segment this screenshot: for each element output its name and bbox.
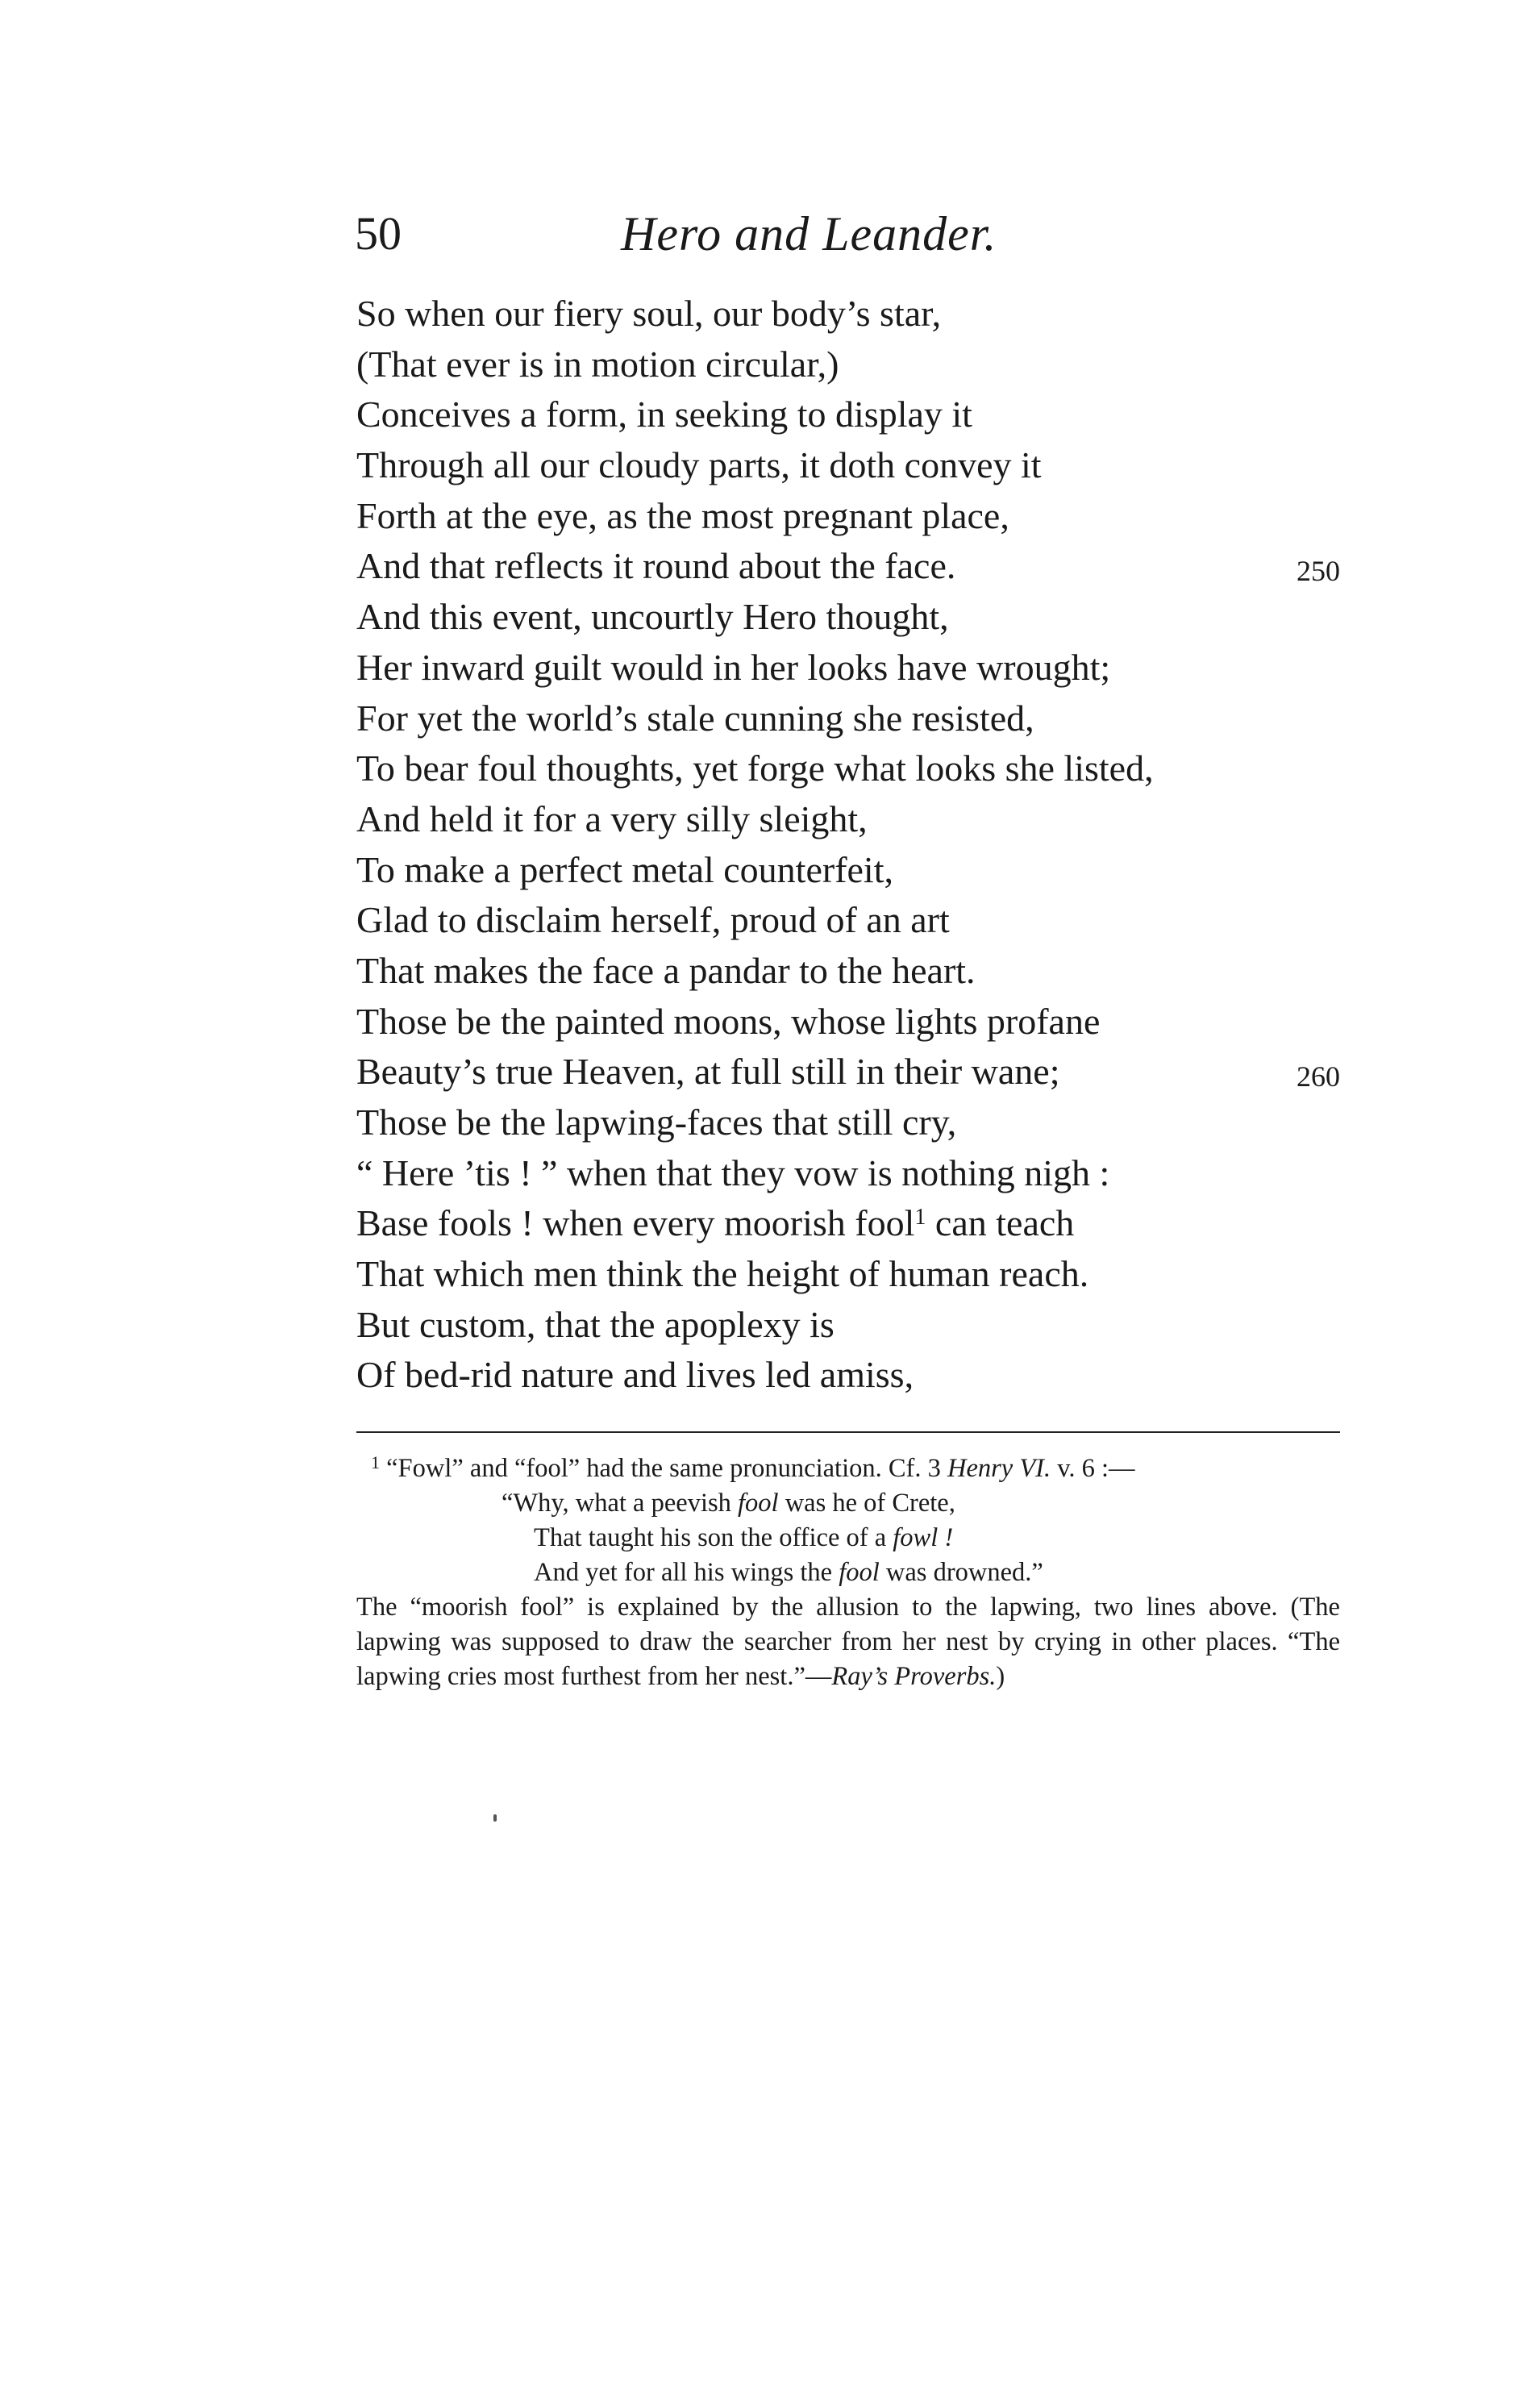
quote-text: And yet for all his wings the (534, 1558, 839, 1587)
verse-line (356, 845, 1340, 896)
verse-text: Of bed-rid nature and lives led amiss, (356, 1354, 914, 1396)
quote-italic: fool (839, 1558, 880, 1587)
running-header (355, 202, 1338, 266)
quote-line (356, 1486, 1340, 1521)
verse-text: For yet the world’s stale cunning she resisted, (356, 697, 1034, 739)
verse-text: So when our fiery soul, our body’s star, (356, 293, 942, 334)
verse-text: To make a perfect metal counterfeit, (356, 848, 893, 890)
footnote-text: v. 6 :— (1051, 1454, 1135, 1483)
verse-line (356, 1300, 1340, 1351)
quote-italic: fool (738, 1489, 779, 1518)
verse-text: Conceives a form, in seeking to display it (356, 394, 972, 435)
verse-line (356, 339, 1340, 390)
verse-line (356, 1249, 1340, 1300)
verse-text: Forth at the eye, as the most pregnant place, (356, 494, 1009, 536)
verse-text: And held it for a very silly sleight, (356, 798, 868, 839)
verse-text: That which men think the height of human reach. (356, 1253, 1089, 1295)
verse-text: But custom, that the apoplexy is (356, 1303, 835, 1345)
footnote-divider (356, 1431, 1340, 1433)
verse-line (356, 592, 1340, 643)
verse-line (356, 946, 1340, 997)
verse-line (356, 289, 1340, 339)
verse-line (356, 895, 1340, 946)
verse-line (356, 440, 1340, 491)
source-citation: Ray’s Proverbs. (831, 1662, 997, 1691)
verse-line (356, 997, 1340, 1047)
verse-line (356, 1148, 1340, 1199)
quote-text: That taught his son the office of a (534, 1523, 893, 1552)
footnote-mark: 1 (371, 1452, 380, 1472)
verse-text: Glad to disclaim herself, proud of an art (356, 899, 950, 941)
quote-text: was drowned.” (879, 1558, 1043, 1587)
verse-line (356, 693, 1340, 744)
verse-line (356, 1350, 1340, 1401)
quote-text: “Why, what a peevish (502, 1489, 738, 1518)
quote-line (356, 1521, 1340, 1555)
footnote-explanation (356, 1590, 1340, 1694)
verse-text: Her inward guilt would in her looks have wrought; (356, 646, 1111, 688)
verse-text: Through all our cloudy parts, it doth convey it (356, 444, 1042, 486)
verse-line (356, 541, 1340, 592)
quote-italic: fowl ! (893, 1523, 954, 1552)
verse-text: “ Here ’tis ! ” when that they vow is nothing nigh : (356, 1152, 1110, 1193)
page-number: 50 (355, 207, 402, 260)
verse-text: And this event, uncourtly Hero thought, (356, 596, 949, 638)
verse-line (356, 1047, 1340, 1097)
verse-text: Those be the painted moons, whose lights profane (356, 1000, 1101, 1042)
verse-text: Base fools ! when every moorish fool (356, 1202, 915, 1244)
verse-text: Beauty’s true Heaven, at full still in their wane; (356, 1051, 1060, 1093)
verse-line (356, 643, 1340, 693)
verse-line (356, 794, 1340, 845)
explanation-text: The “moorish fool” is explained by the allusion to the lapwing, two lines above. (The lapwing was supposed to draw the searcher from her nest by crying in other places. “The lapwing cries most furthest from her nest.”— (356, 1593, 1340, 1691)
line-number: 260 (1297, 1060, 1340, 1093)
footnote-text: “Fowl” and “fool” had the same pronunciation. Cf. 3 (380, 1454, 947, 1483)
line-number: 250 (1297, 555, 1340, 588)
verse-text: Those be the lapwing-faces that still cry, (356, 1102, 957, 1143)
verse-line (356, 1097, 1340, 1148)
verse-line (356, 491, 1340, 542)
footnote (356, 1451, 1340, 1694)
verse-line (356, 743, 1340, 794)
quote-line (356, 1555, 1340, 1590)
verse-line (356, 1198, 1340, 1249)
poem-text (356, 289, 1340, 1401)
verse-text-continued: can teach (926, 1202, 1075, 1244)
quote-text: was he of Crete, (778, 1489, 955, 1518)
verse-text: That makes the face a pandar to the heart. (356, 949, 976, 991)
running-title: Hero and Leander. (621, 207, 997, 260)
verse-line (356, 389, 1340, 440)
footnote-intro (356, 1451, 1340, 1486)
verse-text: And that reflects it round about the face. (356, 545, 956, 587)
verse-text: (That ever is in motion circular,) (356, 343, 839, 385)
footnote-citation: Henry VI. (947, 1454, 1051, 1483)
explanation-close: ) (996, 1662, 1005, 1691)
verse-text: To bear foul thoughts, yet forge what looks she listed, (356, 748, 1154, 789)
print-speck (493, 1814, 497, 1822)
footnote-reference: 1 (914, 1205, 926, 1231)
